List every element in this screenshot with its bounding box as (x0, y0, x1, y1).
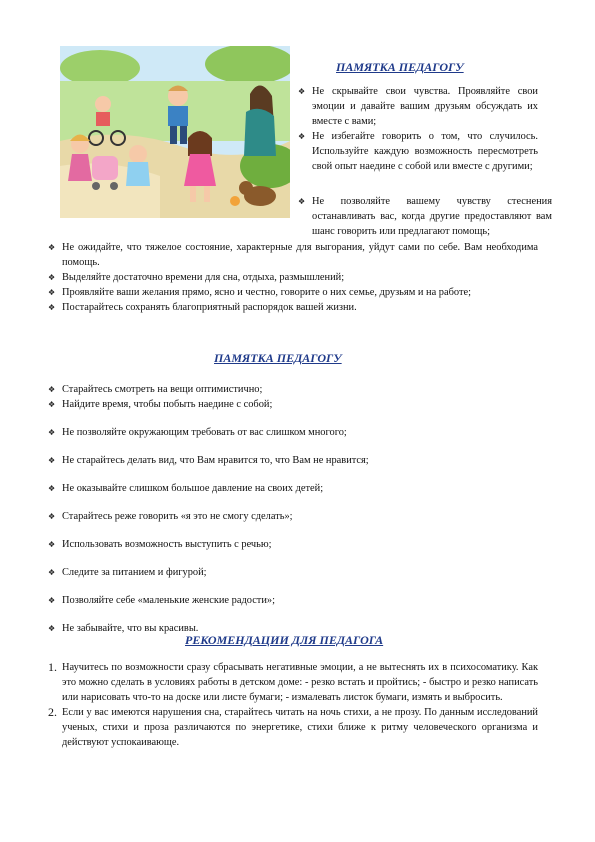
list-item: ❖ Не оказывайте слишком большое давление на своих детей; (48, 481, 538, 496)
list-item: ❖ Не позволяйте вашему чувству стеснения останавливать вас, когда другие предоставляют вам шанс говорить или предлагают помощь; (298, 194, 552, 239)
list-item: ❖ Не избегайте говорить о том, что случилось. Используйте каждую возможность пересмотреть свой опыт наедине с собой или вместе с другими; (298, 129, 538, 174)
children-park-illustration (60, 46, 290, 218)
section2-list (48, 382, 538, 636)
section2-title: ПАМЯТКА ПЕДАГОГУ (214, 351, 342, 365)
list-item: ❖ Постарайтесь сохранять благоприятный распорядок вашей жизни. (48, 300, 538, 315)
list-item: ❖ Не скрывайте свои чувства. Проявляйте свои эмоции и давайте вашим друзьям обсуждать их вместе с вами; (298, 84, 538, 129)
list-item (48, 660, 538, 705)
section1-list-top (298, 84, 538, 174)
list-item: ❖ Найдите время, чтобы побыть наедине с собой; (48, 397, 538, 412)
section1-list-bottom (48, 240, 538, 315)
section1-list-wrap (298, 194, 552, 239)
item-text: Научитесь по возможности сразу сбрасывать негативные эмоции, а не вытеснять их в психосоматику. Как это можно сделать в условиях работы в детском доме: - резко встать и пройтись; - быстро и резко написать или нарисовать что-то на доске или листе бумаги; - измалевать листок бумаги, измять и выбросить. (62, 662, 538, 703)
list-item (48, 705, 538, 750)
list-item: ❖ Использовать возможность выступить с речью; (48, 537, 538, 552)
list-item: ❖ Не ожидайте, что тяжелое состояние, характерные для выгорания, уйдут сами по себе. Вам необходима помощь. (48, 240, 538, 270)
section3-title: РЕКОМЕНДАЦИИ ДЛЯ ПЕДАГОГА (185, 633, 384, 647)
list-item: ❖ Выделяйте достаточно времени для сна, отдыха, размышлений; (48, 270, 538, 285)
list-item: ❖ Проявляйте ваши желания прямо, ясно и честно, говорите о них семье, друзьям и на работе; (48, 285, 538, 300)
list-item: ❖ Не забывайте, что вы красивы. (48, 621, 538, 636)
list-item: ❖ Старайтесь реже говорить «я это не смогу сделать»; (48, 509, 538, 524)
section3-list (48, 660, 538, 750)
list-item: ❖ Позволяйте себе «маленькие женские радости»; (48, 593, 538, 608)
list-item: ❖ Следите за питанием и фигурой; (48, 565, 538, 580)
list-item: ❖ Не позволяйте окружающим требовать от вас слишком многого; (48, 425, 538, 440)
list-item: ❖ Старайтесь смотреть на вещи оптимистично; (48, 382, 538, 397)
item-number: 1. (48, 660, 57, 674)
list-item: ❖ Не старайтесь делать вид, что Вам нравится то, что Вам не нравится; (48, 453, 538, 468)
item-text: Если у вас имеются нарушения сна, старайтесь читать на ночь стихи, а не прозу. По данным исследований ученых, стихи и проза различаются по энергетике, стихи ближе к ритму человеческого организма и действуют успокаивающе. (62, 707, 538, 748)
section1-title: ПАМЯТКА ПЕДАГОГУ (336, 60, 464, 74)
item-number: 2. (48, 705, 57, 719)
